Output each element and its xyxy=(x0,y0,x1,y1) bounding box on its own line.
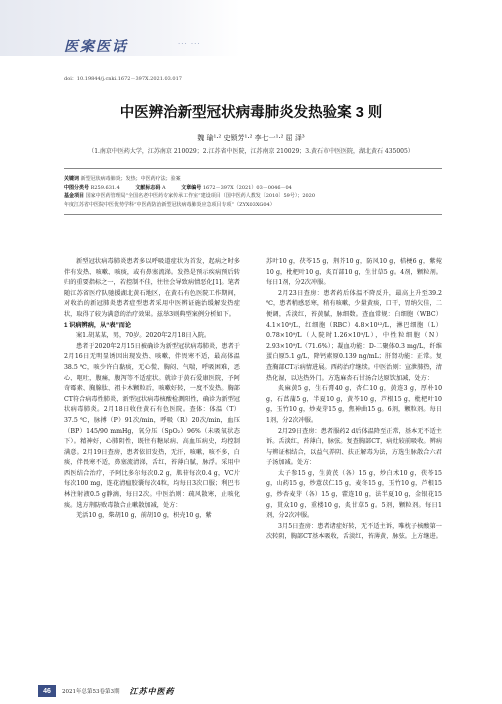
keywords-label: 关键词 xyxy=(64,176,80,182)
doc-code-label: 文献标志码 xyxy=(135,184,161,191)
prescription-paragraph-3: 太子参15 g，生黄芪（各）15 g，炒白术10 g，茯苓15 g，山药15 g，炒薏苡仁15 g，麦冬15 g，玉竹10 g，芦根15 g，炒杏麦芽（各）15 g，藿连10 g，法半夏10 g，金银花15 g，贯众10 g，重楼10 g，炙甘草5 g。5剂，颗粒剂。每日1剂，分2次冲服。 xyxy=(266,469,442,520)
article-no-value: 1672－397X（2021）03－0046－04 xyxy=(202,184,292,191)
clc-value: R259.631.4 xyxy=(90,184,120,191)
fund-row xyxy=(64,192,442,201)
top-rule xyxy=(64,168,442,169)
case-header: 案1.胡某某，男，70岁。2020年2月18日入院。 xyxy=(76,332,211,340)
article-title: 中医辨治新型冠状病毒肺炎发热验案 3 则 xyxy=(119,105,383,121)
doi[interactable]: doi：10.19844/j.cnki.1672－397X.2021.03.017 xyxy=(64,76,182,82)
prescription-paragraph: 羌活10 g，柴胡10 g，前胡10 g，枳壳10 g，紫 xyxy=(76,512,212,520)
article-meta xyxy=(64,175,442,209)
case-paragraph: 患者于2020年2月15日被确诊为新型冠状病毒肺炎，患者于2月16日无明显诱因出现发热、咳嗽，伴畏寒不适，最高体温38.5 ℃，咳少许白黏痰，无心慌、胸闷、气喘，呼吸困难，恶心、呕吐，腹痛，腹泻等不适症状。就诊于黄石爱康医院，予阿奇霉素、胸腺肽、祖卡木颗粒后，咳嗽好转，一度不发热。胸部CT符合病毒性肺炎，新型冠状病毒核酸检测阳性，确诊为新型冠状病毒肺炎。2月18日收住黄石有色医院。查体：体温（T）37.5 ℃，脉搏（P）91次/min，呼吸（R）20次/min，血压（BP）145/90 mmHg，氧分压（SpO₂）96%（未吸氧状态下）。精神好，心肺阴性，既往有糖尿病、高血压病史，均控制满意。2月19日查房，患者依旧发热，无汗，咳嗽，咳不多，白痰，伴畏寒不适，鼻塞流清涕，舌红，苔薄白腻，脉浮。采用中西医结合治疗，予阿比多尔每次0.2 g，肌苷每次0.4 g，VC片每次100 mg，连花清瘟胶囊每次4粒，均每日3次口服；利巴韦林注射液0.5 g静滴，每日2次。中医治则：疏风散寒，止咳化痰。选方荆防败毒散合止嗽散加减，处方： xyxy=(64,342,240,509)
right-column xyxy=(266,257,442,543)
followup-paragraph-3: 3月5日查房：患者诸症好转，无不适主诉，唯枕子核酸第一次转阴，胸部CT基本吸收，舌淡红，苔薄黄，脉弦。上方继进。 xyxy=(266,522,442,541)
keywords: 新型冠状病毒肺炎；发热；中医药疗法；验案 xyxy=(80,176,181,182)
issue-info: 2021年总第53卷第3期 xyxy=(62,689,120,695)
followup-paragraph-2: 2月29日查房：患者服药2 d后体温降至正常，基本无不适主诉。舌淡红，苔薄白，脉弦。复查胸部CT，病灶较前吸收。辨病与辨证相结合，以益气养阴、扶正解毒为法，方选生脉散合六君子汤加减。处方： xyxy=(266,427,442,467)
left-column xyxy=(64,257,240,522)
affiliations: （1.南京中医药大学，江苏南京 210029；2.江苏省中医院，江苏南京 210029；3.黄石市中医医院，湖北黄石 435005） xyxy=(88,148,414,155)
page-footer xyxy=(38,684,175,698)
fund-line-2: 年度江苏省中医院中医优势学科“中医药防治新型冠状病毒肺炎应急项目专项”（ZYX03XG04） xyxy=(64,201,275,208)
section-heading: 1 识病辨病，从“表”而论 xyxy=(64,321,132,329)
meta-rule xyxy=(64,214,442,215)
keywords-row xyxy=(64,175,442,184)
followup-paragraph-1: 2月23日查房：患者药后体温不降反升，最高上升至39.2 ℃，患者稍感恶寒，稍有咳嗽，少量黄痰，口干，胃纳欠佳，二便调，舌淡红，苔黄腻，脉细数。查血常规：白细胞（WBC）4.1×10⁹/L，红细胞（RBC）4.8×10¹²/L，淋巴细胞（L）0.78×10⁹/L（人院时1.26×10⁹/L），中性粒细胞（N）2.93×10⁹/L（71.6%）；凝血功能：D-二聚体0.3 mg/L，纤维蛋白原5.1 g/L，降钙素原0.139 ng/mL；肝肾功能：正常。复查胸部CT示病情进展。西药治疗继续。中医治则：宣泄肺热，清热化湿，以达热外门。方选麻杏石甘汤合达原饮加减，处方： xyxy=(266,289,442,382)
fund-row-2 xyxy=(64,201,442,210)
doc-code-value: A xyxy=(162,184,166,191)
classification-row xyxy=(64,184,442,193)
fund-label: 基金项目 xyxy=(64,193,85,199)
journal-name: 江苏中医药 xyxy=(129,685,175,696)
continuation-paragraph: 苏叶10 g，茯苓15 g，荆芥10 g，防风10 g，桔梗6 g，紫菀10 g，枇杷叶10 g，炙百部10 g，生甘草5 g。4剂，颗粒剂。每日1剂，分2次冲服。 xyxy=(266,258,442,287)
authors: 魏 瑜¹·² 史锁芳¹·² 李七一¹·² 屈 泽³ xyxy=(197,134,305,142)
section-title: 医案医话 xyxy=(64,40,128,55)
intro-paragraph: 新型冠状病毒肺炎患者多以呼吸道症状为首发，起病之时多伴有发热、咳嗽、咳痰，或有鼻塞流涕。发热是预示疾病预后转归的重要指标之一，若控制不佳，往往会导致病情恶化[1]。笔者随江苏省医疗队驰援湖北黄石地区，在黄石有色医院工作期间，对收治的新冠肺炎患者症型患者采用中医辨证施治缓解发热症状，取得了较为满意的治疗效果。兹举3则典型案例分析如下。 xyxy=(64,258,240,318)
running-header xyxy=(0,0,502,58)
clc-label: 中图分类号 xyxy=(64,184,90,191)
page-number: 46 xyxy=(38,685,56,697)
fund-line-1: 国家中医药管理局“全国名老中医药专家传承工作室”建设项目（国中医药人教发〔2010〕59号）；2020 xyxy=(85,193,316,199)
header-dots: ··· ··· xyxy=(178,40,201,48)
article-no-label: 文章编号 xyxy=(181,184,202,191)
prescription-paragraph-2: 炙麻黄5 g，生石膏40 g，杏仁10 g，黄连3 g，厚朴10 g，石菖蒲5 g，半夏10 g，黄芩10 g，芦根15 g，枇杷叶10 g，玉竹10 g，炒麦芽15 g，焦神曲15 g。6剂，颗粒剂。每日1剂，分2次冲服。 xyxy=(266,385,442,424)
